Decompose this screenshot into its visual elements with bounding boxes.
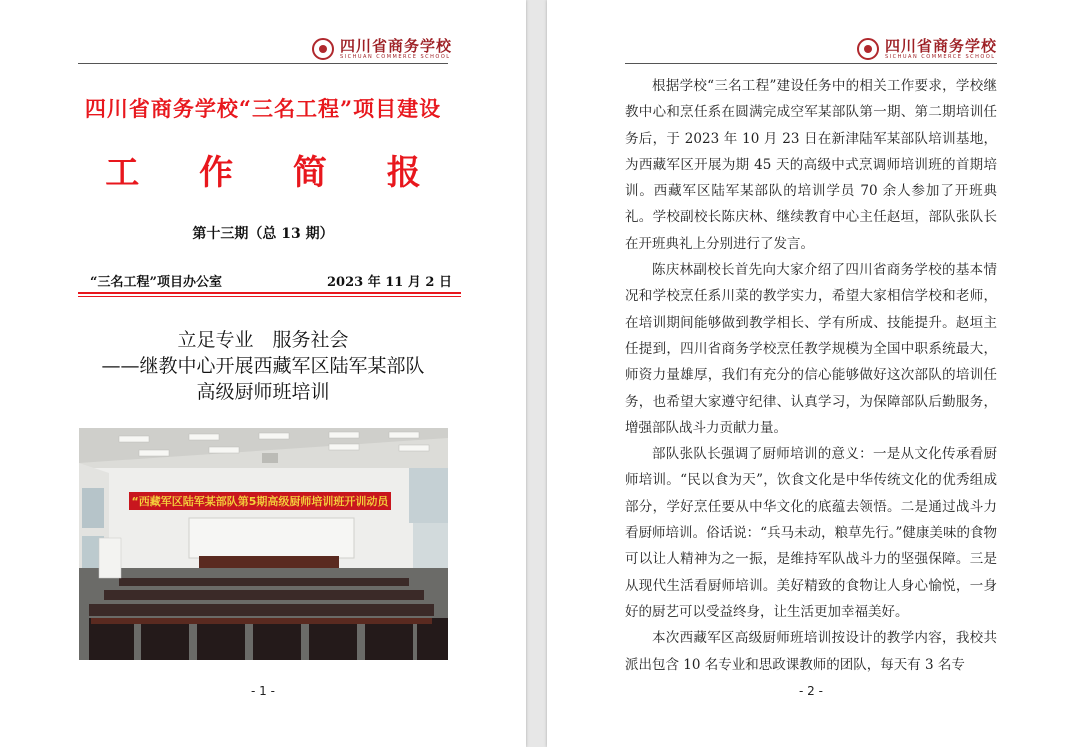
issue-number: 第十三期（总 13 期）: [192, 226, 334, 242]
issuing-office: “三名工程”项目办公室: [90, 275, 222, 290]
banner-text: “西藏军区陆军某部队第5期高级厨师培训班开训动员: [131, 495, 389, 508]
paragraph: 本次西藏军区高级厨师班培训按设计的教学内容，我校共派出包含 10 名专业和思政课教师的团队，每天有 3 名专: [625, 630, 997, 673]
article-title-line-2: ——继教中心开展西藏军区陆军某部队: [101, 355, 425, 377]
document-page-1: [0, 0, 526, 747]
school-logo: [312, 36, 452, 62]
briefing-title: 四川省商务学校“三名工程”项目建设: [84, 96, 442, 121]
school-name-en: SICHUAN COMMERCE SCHOOL: [340, 53, 451, 60]
school-name-cn: 四川省商务学校: [340, 36, 453, 55]
issue-date: 2023 年 11 月 2 日: [327, 275, 452, 290]
briefing-subtitle: 工 作 简 报: [105, 153, 445, 193]
page-number: - 1 -: [251, 684, 275, 698]
paragraph: 部队张队长强调了厨师培训的意义：一是从文化传承看厨师培训。“民以食为天”，饮食文化是中华传统文化的优秀组成部分，学好烹任要从中华文化的底蕴去领悟。二是通过战斗力看厨师培训。俗话说：“兵马未动，粮草先行。”健康美味的食物可以让人精神为之一振，是维持军队战斗力的坚强保障。三是从现代生活看厨师培训。美好精致的食物让人身心愉悦，一身好的厨艺可以受益终身，让生活更加幸福美好。: [625, 446, 997, 620]
school-seal-icon: [857, 38, 879, 60]
page-number: - 2 -: [799, 684, 823, 698]
paragraph: 陈庆林副校长首先向大家介绍了四川省商务学校的基本情况和学校烹任系川菜的教学实力，希望大家相信学校和老师，在培训期间能够做到教学相长、学有所成、技能提升。赵垣主任提到，四川省商务学校烹任教学规模为全国中职系统最大，师资力量雄厚，我们有充分的信心能够做好这次部队的培训任务，也希望大家遵守纪律、认真学习，为保障部队后勤服务，增强部队战斗力贡献力量。: [625, 262, 997, 436]
article-body: [625, 73, 997, 678]
school-name-cn: 四川省商务学校: [885, 36, 998, 55]
classroom-photo: [79, 428, 448, 660]
school-seal-icon: [312, 38, 334, 60]
header-rule: [78, 63, 448, 64]
red-divider: [78, 292, 461, 294]
article-title-line-3: 高级厨师班培训: [196, 381, 330, 403]
school-name-en: SICHUAN COMMERCE SCHOOL: [885, 53, 996, 60]
school-logo: [857, 36, 997, 62]
header-rule: [625, 63, 997, 64]
document-page-2: [547, 0, 1075, 747]
paragraph: 根据学校“三名工程”建设任务中的相关工作要求，学校继教中心和烹任系在圆满完成空军某部队第一期、第二期培训任务后，于 2023 年 10 月 23 日在新津陆军某部队培训基地，为西藏军区开展为期 45 天的高级中式烹调师培训班的首期培训。西藏军区陆军某部队的培训学员 70 余人参加了开班典礼。学校副校长陈庆林、继续教育中心主任赵垣，部队张队长在开班典礼上分别进行了发言。: [625, 78, 997, 252]
article-title-line-1: 立足专业 服务社会: [177, 329, 349, 351]
red-divider-thin: [78, 296, 461, 297]
